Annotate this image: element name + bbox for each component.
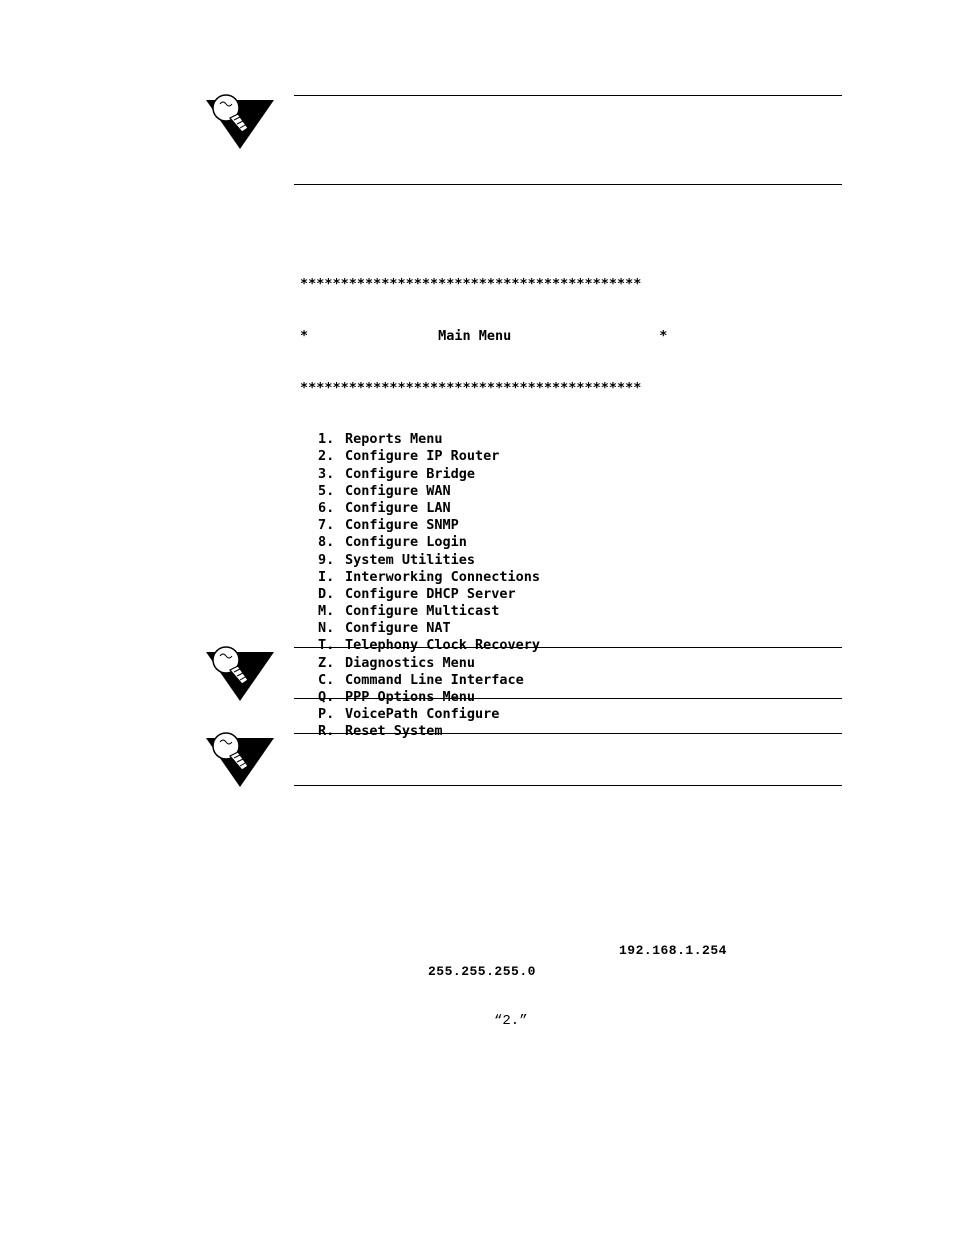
menu-item[interactable]	[300, 552, 667, 569]
menu-item-label: Configure LAN	[345, 499, 451, 516]
menu-title: Main Menu	[438, 328, 512, 344]
menu-item[interactable]	[300, 723, 667, 740]
menu-item-label: Configure Bridge	[345, 465, 476, 482]
menu-item-label: Interworking Connections	[345, 568, 541, 585]
note-bottom-rule	[294, 698, 842, 699]
menu-item[interactable]	[300, 672, 667, 689]
menu-item[interactable]	[300, 620, 667, 637]
menu-item-key: 8.	[318, 534, 335, 551]
menu-item-label: Reports Menu	[345, 431, 443, 448]
menu-item[interactable]	[300, 500, 667, 517]
menu-item-label: Configure NAT	[345, 620, 451, 637]
subnet-mask-value: 255.255.255.0	[428, 964, 536, 979]
lightbulb-note-icon	[206, 646, 274, 702]
note-bottom-rule	[294, 184, 842, 185]
menu-item-key: T.	[318, 637, 335, 654]
menu-item[interactable]	[300, 483, 667, 500]
menu-item[interactable]	[300, 586, 667, 603]
note-bottom-rule	[294, 785, 842, 786]
menu-item-label: Configure DHCP Server	[345, 585, 516, 602]
menu-item-key: P.	[318, 706, 335, 723]
menu-item[interactable]	[300, 431, 667, 448]
menu-item-key: 3.	[318, 465, 335, 482]
note-top-rule	[294, 733, 842, 734]
menu-item-label: Command Line Interface	[345, 671, 524, 688]
menu-item[interactable]	[300, 603, 667, 620]
menu-item-label: System Utilities	[345, 551, 476, 568]
menu-item-key: N.	[318, 620, 335, 637]
menu-item-label: Configure Multicast	[345, 603, 500, 620]
menu-item-key: Z.	[318, 654, 335, 671]
menu-item-label: VoicePath Configure	[345, 706, 500, 723]
menu-item-key: 6.	[318, 499, 335, 516]
menu-item-label: Configure WAN	[345, 482, 451, 499]
menu-item-label: Reset System	[345, 723, 443, 740]
menu-item-key: 5.	[318, 482, 335, 499]
menu-item[interactable]	[300, 466, 667, 483]
menu-item-key: I.	[318, 568, 335, 585]
menu-items-list	[300, 431, 667, 740]
note-top-rule	[294, 647, 842, 648]
menu-item-key: D.	[318, 585, 335, 602]
menu-item-key: Q.	[318, 689, 335, 705]
menu-border-bottom: ******************************************	[300, 379, 642, 396]
menu-item-label: Diagnostics Menu	[345, 654, 476, 671]
menu-title-border-left: *	[300, 328, 309, 344]
menu-item[interactable]	[300, 448, 667, 465]
menu-item-label: PPP Options Menu	[345, 689, 476, 705]
menu-item[interactable]	[300, 655, 667, 672]
menu-item-label: Configure IP Router	[345, 448, 500, 465]
menu-title-border-right: *	[659, 328, 668, 344]
menu-item[interactable]	[300, 534, 667, 551]
lightbulb-note-icon	[206, 94, 274, 150]
menu-item-key: 2.	[318, 448, 335, 465]
main-menu-screen	[300, 242, 667, 758]
ip-address-value: 192.168.1.254	[619, 943, 727, 958]
menu-item-key: 9.	[318, 551, 335, 568]
menu-item-label: Configure Login	[345, 534, 467, 551]
menu-border-top: ******************************************	[300, 276, 642, 293]
menu-selection-value: “2.”	[494, 1013, 528, 1029]
note-top-rule	[294, 95, 842, 96]
menu-item-key: 7.	[318, 517, 335, 534]
menu-item-key: M.	[318, 603, 335, 620]
menu-item-label: Telephony Clock Recovery	[345, 637, 541, 654]
menu-item-key: 1.	[318, 431, 335, 448]
lightbulb-note-icon	[206, 732, 274, 788]
menu-item-key: C.	[318, 671, 335, 688]
menu-item[interactable]	[300, 517, 667, 534]
menu-item[interactable]	[300, 569, 667, 586]
menu-item-label: Configure SNMP	[345, 517, 459, 534]
menu-title-row	[300, 328, 667, 345]
menu-item-key: R.	[318, 723, 335, 740]
menu-item[interactable]	[300, 706, 667, 723]
